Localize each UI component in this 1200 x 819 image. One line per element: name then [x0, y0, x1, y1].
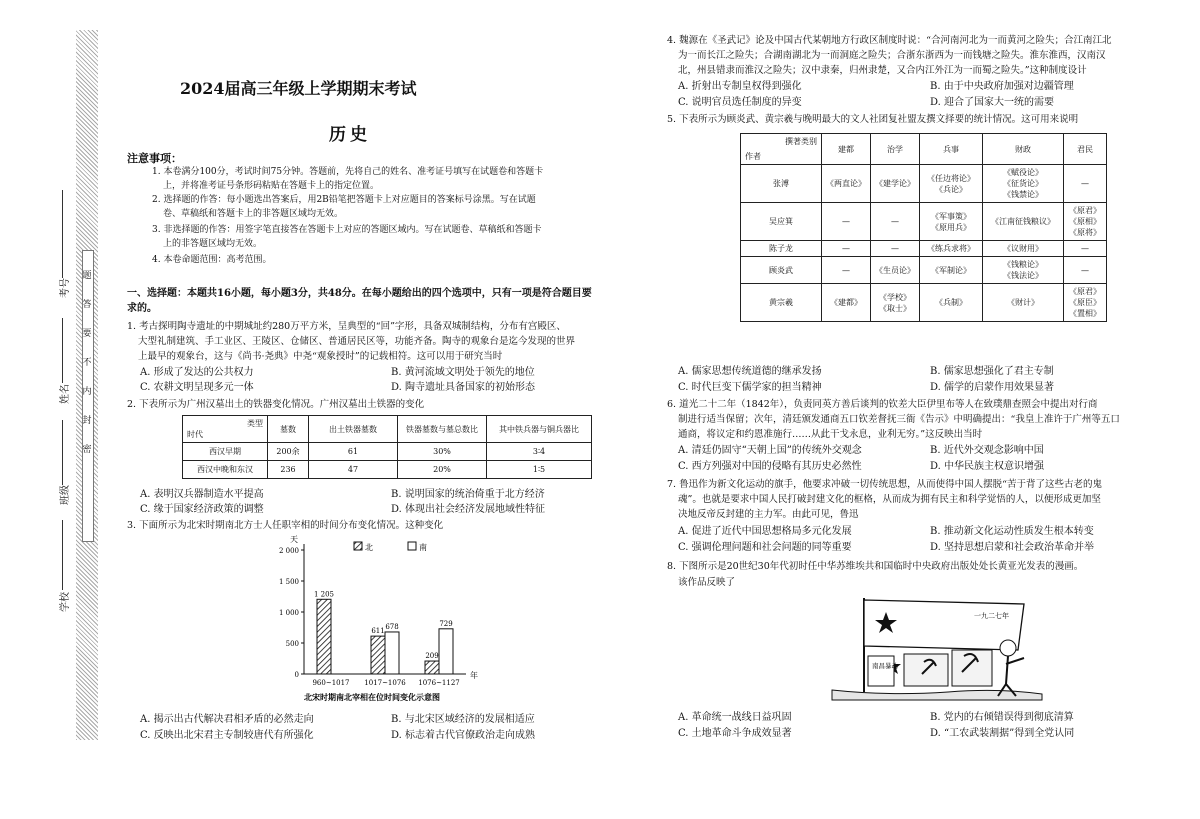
bar-north	[371, 636, 385, 674]
q6-option-b: B. 近代外交观念影响中国	[930, 445, 1044, 456]
notice-line: 2. 选择题的作答：每小题选出答案后，用2B铅笔把答题卡上对应题目的答案标号涂黑。写在试题	[152, 195, 536, 205]
legend-swatch-south	[408, 542, 416, 550]
line-exam-number	[62, 190, 63, 278]
cartoon-flag-text: 一九二七年	[974, 612, 1009, 620]
section-header-cont: 求的。	[127, 303, 157, 314]
table-row	[741, 203, 1107, 241]
table-cell: 《江南征钱粮议》	[983, 203, 1064, 241]
x-tick-label: 960~1017	[312, 679, 350, 687]
legend-swatch-north	[354, 542, 362, 550]
bar-south	[439, 629, 453, 674]
notice-title: 注意事项：	[127, 152, 182, 165]
label-class: 班级	[60, 485, 71, 505]
q8-option-d: D. “工农武装割据”得到全党认同	[930, 728, 1075, 739]
table-cell: 《原君》 《原臣》 《置相》	[1064, 284, 1107, 322]
line-school	[62, 520, 63, 590]
x-tick-label: 1017~1076	[364, 679, 406, 687]
q6-stem: 制进行适当保留；次年，清廷颁发通商五口钦差督抚三衙《告示》中明确提出：“我皇上准许于广州等五口	[678, 414, 1120, 425]
exam-subject: 历史	[329, 125, 371, 145]
table-cell: 《原君》 《原相》 《原将》	[1064, 203, 1107, 241]
table-cell: —	[822, 257, 871, 284]
q7-stem: 7. 鲁迅作为新文化运动的旗手，他要求冲破一切传统思想，从而使得中国人摆脱“苦于背了这些古老的鬼	[667, 479, 1102, 490]
bar-south	[385, 632, 399, 674]
table-cell: 《建学论》	[871, 165, 920, 203]
q3-option-c: C. 反映出北宋君主专制较唐代有所强化	[140, 730, 314, 741]
q7-option-c: C. 强调伦理问题和社会问题的同等重要	[678, 542, 852, 553]
table-cell: 黄宗羲	[741, 284, 822, 322]
q1-option-a: A. 形成了发达的公共权力	[140, 367, 254, 378]
q7-stem: 决地反帝反封建的主力军。由此可见，鲁迅	[678, 509, 859, 520]
table-cell: 《财计》	[983, 284, 1064, 322]
q5-option-c: C. 时代巨变下儒学家的担当精神	[678, 382, 822, 393]
notice-line: 上，并将准考证号条形码粘贴在答题卡上的指定位置。	[163, 181, 380, 191]
q5-option-d: D. 儒学的启蒙作用效果显著	[930, 382, 1055, 393]
table-cell: 《生员论》	[871, 257, 920, 284]
table-cell: —	[822, 241, 871, 257]
q3-option-b: B. 与北宋区域经济的发展相适应	[391, 714, 535, 725]
q3-option-d: D. 标志着古代官僚政治走向成熟	[391, 730, 536, 741]
table-cell: 《钱粮论》 《钱法论》	[983, 257, 1064, 284]
table-cell: —	[1064, 165, 1107, 203]
q7-option-d: D. 坚持思想启蒙和社会政治革命并举	[930, 542, 1095, 553]
q4-option-d: D. 迎合了国家大一统的需要	[930, 97, 1055, 108]
table-cell: —	[822, 203, 871, 241]
q4-option-a: A. 折射出专制皇权得到强化	[678, 81, 802, 92]
q6-stem: 通商，将议定和约恩准施行……从此干戈永息，业利无穷。”这反映出当时	[678, 429, 983, 440]
notice-line: 1. 本卷满分100分，考试时间75分钟。答题前，先将自己的姓名、准考证号填写在试题卷和答题卡	[152, 167, 544, 177]
table-cell: 《军制论》	[920, 257, 983, 284]
table-cell: 《议财用》	[983, 241, 1064, 257]
q6-option-c: C. 西方列强对中国的侵略有其历史必然性	[678, 461, 862, 472]
binding-strip-text: 题 答 要 不 内 封 密	[82, 271, 92, 455]
table-cell: 《建都》	[822, 284, 871, 322]
q1-stem: 大型礼制建筑、手工业区、王陵区、仓储区、普通居民区等，功能齐备。陶寺的观象台是迄今发现的世界	[138, 336, 576, 347]
data-label-south: 678	[385, 622, 399, 631]
data-label-north: 1 205	[313, 590, 335, 599]
q4-stem: 北，州县错隶而淮汉之险失；汉中隶秦，归州隶楚，又合内江外江为一而蜀之险失。”这种制度设计	[678, 65, 1087, 76]
q4-stem: 为一而长江之险失；合湖南湖北为一而洞庭之险失；合浙东浙西为一而钱塘之险失。淮东淮西，汉南汉	[678, 50, 1106, 61]
x-axis-label: 年	[470, 671, 478, 680]
q3-option-a: A. 揭示出古代解决君相矛盾的必然走向	[140, 714, 314, 725]
q5-header-cell: 撰著类别 作者	[741, 134, 822, 165]
q2-option-c: C. 缘于国家经济政策的调整	[140, 504, 264, 515]
table-row: 西汉中晚和东汉 236 47 20% 1∶5	[183, 461, 592, 479]
q7-stem: 魂”。也就是要求中国人民打破封建文化的框格，从而成为拥有民主和科学觉悟的人，以便形成更加坚	[678, 494, 1101, 505]
q2-table: 类型 时代 墓数 出土铁器墓数 铁器墓数与墓总数比 其中铁兵器与铜兵器比 西汉早期 200余 61 30% 3∶4 西汉中晚和东汉 236 47 20% 1∶5	[182, 415, 592, 479]
table-cell: 《练兵求将》	[920, 241, 983, 257]
exam-title: 2024届高三年级上学期期末考试	[180, 79, 417, 98]
y-tick-label: 1 500	[278, 578, 299, 586]
q8-option-b: B. 党内的右倾错误得到彻底清算	[930, 712, 1074, 723]
q7-option-b: B. 推动新文化运动性质发生根本转变	[930, 526, 1094, 537]
q8-stem: 该作品反映了	[678, 577, 736, 588]
table-cell: 《兵制》	[920, 284, 983, 322]
notice-line: 上的非答题区域均无效。	[163, 239, 263, 249]
q2-option-a: A. 表明汉兵器制造水平提高	[140, 489, 264, 500]
q5-option-b: B. 儒家思想强化了君主专制	[930, 366, 1054, 377]
q8-stem: 8. 下图所示是20世纪30年代初时任中华苏维埃共和国临时中央政府出版处处长黄亚光发表的漫画。	[667, 561, 1084, 572]
y-tick-label: 2 000	[278, 547, 299, 555]
section-header: 一、选择题：本题共16小题，每小题3分，共48分。在每小题给出的四个选项中，只有一项是符合题目要	[127, 288, 592, 299]
q1-option-d: D. 陶寺遗址具备国家的初始形态	[391, 382, 536, 393]
y-tick-label: 500	[285, 640, 299, 648]
q3-stem: 3. 下面所示为北宋时期南北方士人任职宰相的时间分布变化情况。这种变化	[127, 520, 444, 531]
table-cell: 吴应箕	[741, 203, 822, 241]
table-row	[741, 165, 1107, 203]
y-tick-label: 0	[294, 671, 299, 679]
data-label-north: 209	[425, 652, 439, 661]
data-label-south: 729	[439, 619, 453, 628]
q5-table: 撰著类别 作者 建都 治学 兵事 财政 君民 张溥 《两直论》 《建学论》 《任边将论》 《兵论》 《赋役论》 《征货论》 《钱禁论》 — 吴应箕 — — 《军事策》 《原用兵》 《江南征钱粮议》 《原君》 《原相》 《原将》 陈子龙 — — 《练兵求将》 《议财用》 — 顾炎武 — 《生员论》 《军制论》 《钱粮论》 《钱法论》 — 黄宗羲 《建都》 《学校》 《取士》 《兵制》 《财计》 《原君》 《原臣》 《置相》	[740, 133, 1107, 322]
table-row: 西汉早期 200余 61 30% 3∶4	[183, 443, 592, 461]
q2-header-cell: 类型 时代	[183, 416, 268, 443]
bar-north	[425, 661, 439, 674]
table-row	[741, 257, 1107, 284]
q8-cartoon	[828, 592, 1048, 704]
table-cell: 顾炎武	[741, 257, 822, 284]
table-cell: 《军事策》 《原用兵》	[920, 203, 983, 241]
q6-option-d: D. 中华民族主权意识增强	[930, 461, 1045, 472]
line-class	[62, 420, 63, 485]
table-cell: 陈子龙	[741, 241, 822, 257]
data-label-north: 611	[371, 627, 385, 636]
q8-option-a: A. 革命统一战线日益巩固	[678, 712, 792, 723]
q7-option-a: A. 促进了近代中国思想格局多元化发展	[678, 526, 852, 537]
table-cell: 《任边将论》 《兵论》	[920, 165, 983, 203]
table-row	[741, 241, 1107, 257]
q2-stem: 2. 下表所示为广州汉墓出土的铁器变化情况。广州汉墓出土铁器的变化	[127, 399, 425, 410]
q3-bar-chart	[262, 534, 482, 706]
cartoon-sign-text: 南昌暴动	[872, 662, 898, 670]
label-school: 学校	[60, 592, 71, 612]
line-name	[62, 318, 63, 383]
q1-option-b: B. 黄河流域文明处于领先的地位	[391, 367, 535, 378]
notice-line: 4. 本卷命题范围：高考范围。	[152, 255, 272, 265]
table-cell: 《赋役论》 《征货论》 《钱禁论》	[983, 165, 1064, 203]
q2-option-b: B. 说明国家的统治倚重于北方经济	[391, 489, 545, 500]
label-name: 姓名	[60, 384, 71, 404]
q5-stem: 5. 下表所示为顾炎武、黄宗羲与晚明最大的文人社团复社盟友撰文择要的统计情况。这可用来说明	[667, 114, 1079, 125]
table-cell: 张溥	[741, 165, 822, 203]
q4-stem: 4. 魏源在《圣武记》论及中国古代某朝地方行政区制度时说：“合河南河北为一而黄河之险失；合江南江北	[667, 35, 1112, 46]
table-cell: 《学校》 《取士》	[871, 284, 920, 322]
q1-option-c: C. 农耕文明呈现多元一体	[140, 382, 254, 393]
label-exam-number: 考号	[60, 278, 71, 298]
legend-label-north: 北	[365, 543, 373, 552]
table-row	[741, 284, 1107, 322]
table-cell: —	[871, 241, 920, 257]
table-cell: 《两直论》	[822, 165, 871, 203]
q6-stem: 6. 道光二十二年（1842年），负责同英方善后谈判的钦差大臣伊里布等人在致璞鼎查照会中提出对行商	[667, 399, 1098, 410]
notice-line: 卷、草稿纸和答题卡上的非答题区域均无效。	[163, 209, 344, 219]
bar-north	[317, 599, 331, 674]
q5-option-a: A. 儒家思想传统道德的继承发扬	[678, 366, 822, 377]
x-tick-label: 1076~1127	[418, 679, 460, 687]
q6-option-a: A. 清廷仍固守“天朝上国”的传统外交观念	[678, 445, 862, 456]
notice-line: 3. 非选择题的作答：用签字笔直接答在答题卡上对应的答题区域内。写在试题卷、草稿纸和答题卡	[152, 225, 542, 235]
q4-option-b: B. 由于中央政府加强对边疆管理	[930, 81, 1074, 92]
q1-stem: 上最早的观象台，这与《尚书·尧典》中尧“观象授时”的记载相符。这可以用于研究当时	[138, 351, 503, 362]
table-cell: —	[1064, 257, 1107, 284]
table-cell: —	[1064, 241, 1107, 257]
chart-title: 北宋时期南北宰相在位时间变化示意图	[304, 692, 440, 702]
q8-option-c: C. 土地革命斗争成效显著	[678, 728, 792, 739]
y-axis-label: 天	[290, 535, 298, 544]
q1-stem: 1. 考古探明陶寺遗址的中期城址约280万平方米，呈典型的“回”字形，具备双城制结构，分布有宫殿区、	[127, 321, 566, 332]
legend-label-south: 南	[419, 543, 427, 552]
q4-option-c: C. 说明官员选任制度的异变	[678, 97, 802, 108]
table-cell: —	[871, 203, 920, 241]
y-tick-label: 1 000	[278, 609, 299, 617]
q2-option-d: D. 体现出社会经济发展地域性特征	[391, 504, 546, 515]
